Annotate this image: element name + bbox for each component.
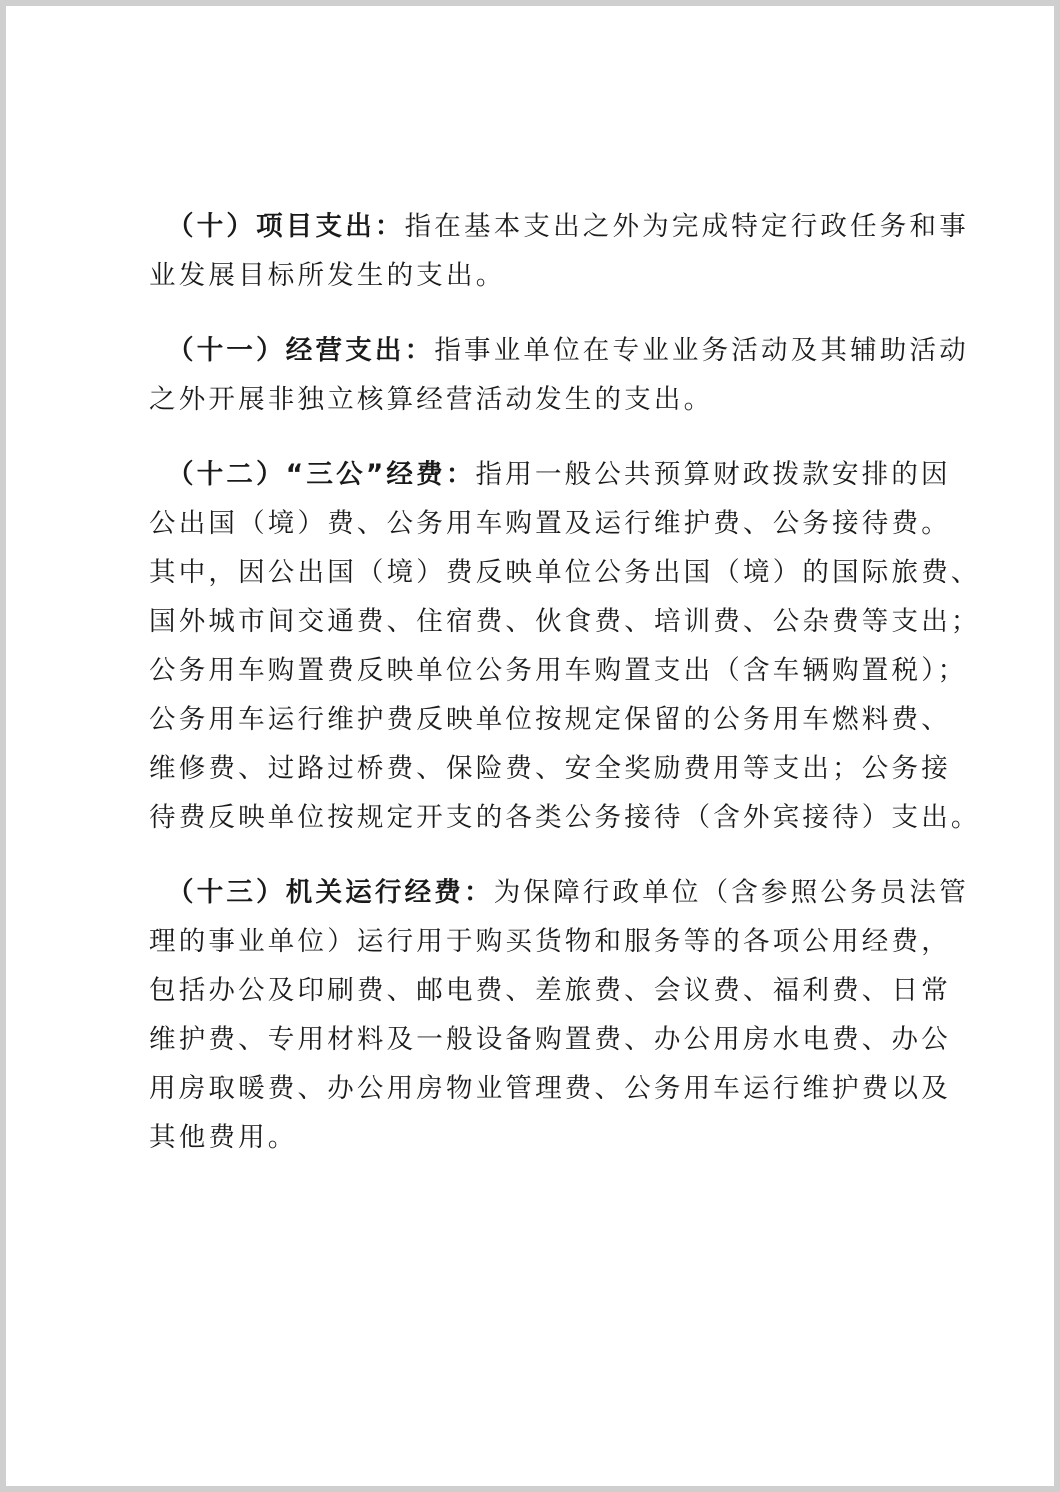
paragraph-project-expenditure [149,202,969,300]
paragraph-spacer [149,842,959,868]
paragraph-line: 待费反映单位按规定开支的各类公务接待（含外宾接待）支出。 [149,802,981,833]
definition-text: 指在基本支出之外为完成特定行政任务和事 [404,211,969,242]
term-label: （十）项目支出： [167,211,405,242]
paragraph-three-public-expenses [149,450,981,842]
paragraph-line: 用房取暖费、办公用房物业管理费、公务用车运行维护费以及 [149,1073,951,1104]
paragraph-agency-operating-funds [149,868,969,1162]
paragraph-line: 理的事业单位）运行用于购买货物和服务等的各项公用经费， [149,926,951,957]
document-body [149,202,981,1162]
paragraph-line: 公务用车购置费反映单位公务用车购置支出（含车辆购置税）； [149,655,968,686]
paragraph-line: 业发展目标所发生的支出。 [149,260,506,291]
definition-text: 为保障行政单位（含参照公务员法管 [493,877,969,908]
paragraph-spacer [149,300,959,326]
paragraph-line [149,202,969,251]
paragraph-line: 维护费、专用材料及一般设备购置费、办公用房水电费、办公 [149,1024,951,1055]
paragraph-line [149,868,969,917]
term-label: （十三）机关运行经费： [167,877,494,908]
paragraph-line: 之外开展非独立核算经营活动发生的支出。 [149,384,714,415]
paragraph-line [149,326,969,375]
paragraph-line: 公出国（境）费、公务用车购置及运行维护费、公务接待费。 [149,508,951,539]
paragraph-line: 国外城市间交通费、住宿费、伙食费、培训费、公杂费等支出； [149,606,981,637]
paragraph-line: 公务用车运行维护费反映单位按规定保留的公务用车燃料费、 [149,704,951,735]
paragraph-line: 包括办公及印刷费、邮电费、差旅费、会议费、福利费、日常 [149,975,951,1006]
paragraph-line: 其他费用。 [149,1122,298,1153]
paragraph-spacer [149,424,959,450]
paragraph-line: 其中，因公出国（境）费反映单位公务出国（境）的国际旅费、 [149,557,981,588]
term-label: （十一）经营支出： [167,335,435,366]
paragraph-line: 维修费、过路过桥费、保险费、安全奖励费用等支出；公务接 [149,753,951,784]
definition-text: 指用一般公共预算财政拨款安排的因 [475,459,951,490]
paragraph-operating-expenditure [149,326,969,424]
definition-text: 指事业单位在专业业务活动及其辅助活动 [434,335,969,366]
term-label: （十二）“三公”经费： [167,459,476,490]
paragraph-line [149,450,959,499]
